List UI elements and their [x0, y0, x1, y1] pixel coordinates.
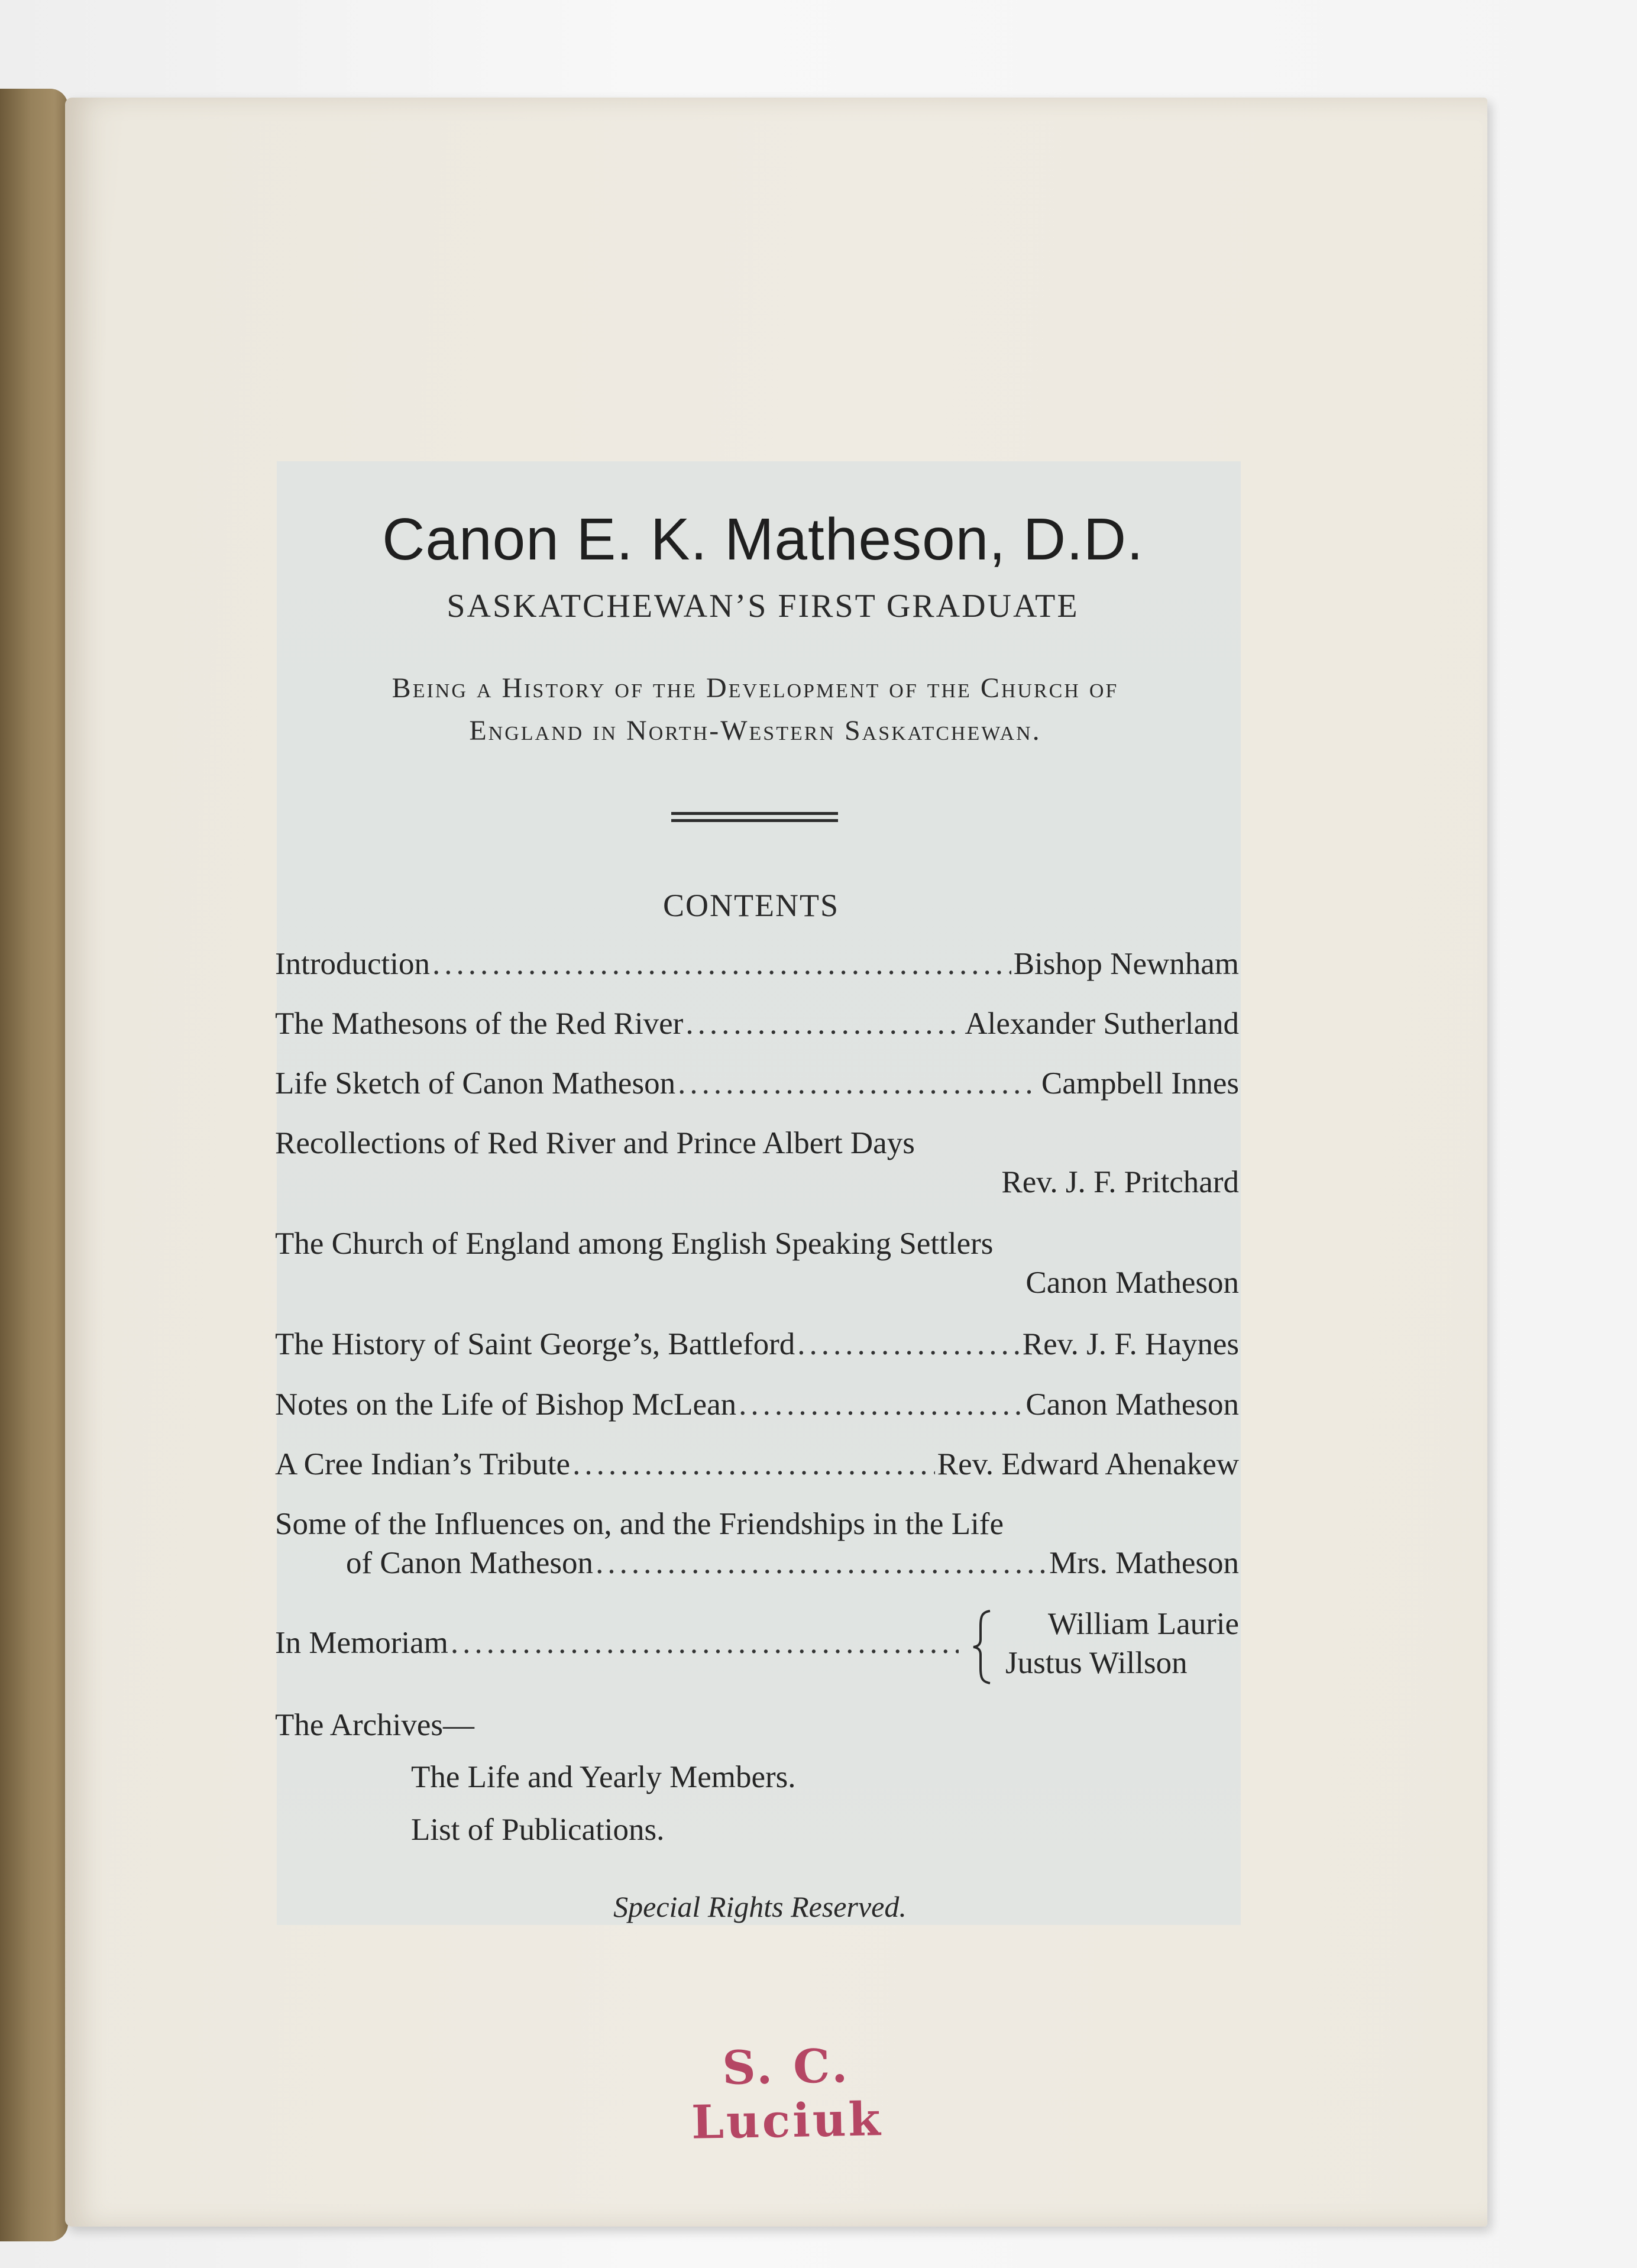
contents-entry-introduction	[275, 944, 1239, 983]
dot-leader	[678, 1064, 1039, 1103]
entry-author: Bishop Newnham	[1013, 947, 1239, 981]
dot-leader	[596, 1544, 1047, 1583]
tagline-line-1: Being a History of the Development of the Church of	[392, 672, 1119, 704]
archives-heading: The Archives—	[275, 1708, 475, 1742]
contents-entry-in-memoriam	[275, 1623, 961, 1662]
entry-title: The Church of England among English Speaking Settlers	[275, 1227, 994, 1261]
contents-entry-bishop-mclean	[275, 1385, 1239, 1424]
rights-notice: Special Rights Reserved.	[613, 1890, 907, 1923]
contents-entry-influences	[275, 1505, 1239, 1583]
dot-leader	[451, 1623, 959, 1662]
entry-author: Canon Matheson	[1025, 1387, 1239, 1422]
contents-heading: CONTENTS	[663, 888, 839, 923]
contents-entry-cree-tribute	[275, 1445, 1239, 1484]
contents-entry-saint-georges	[275, 1325, 1239, 1364]
entry-author: Rev. J. F. Haynes	[1022, 1327, 1239, 1361]
archives-item: List of Publications.	[411, 1813, 665, 1847]
tagline-line-2: England in North-Western Saskatchewan.	[469, 715, 1041, 746]
entry-title-continued: of Canon Matheson	[346, 1546, 594, 1580]
entry-title: Introduction	[275, 947, 430, 981]
entry-author: Rev. J. F. Pritchard	[1001, 1165, 1239, 1199]
entry-author: Alexander Sutherland	[965, 1007, 1239, 1041]
entry-author: Campbell Innes	[1041, 1066, 1239, 1101]
entry-author: Mrs. Matheson	[1049, 1546, 1239, 1580]
document-tagline	[267, 667, 1243, 752]
entry-author: Canon Matheson	[1025, 1266, 1239, 1300]
contents-entry-church-of-england	[275, 1224, 1239, 1302]
double-rule-divider	[671, 812, 838, 822]
contents-entry-life-sketch	[275, 1064, 1239, 1103]
dot-leader	[739, 1385, 1023, 1424]
dot-leader	[797, 1325, 1020, 1364]
archives-item: The Life and Yearly Members.	[411, 1760, 796, 1794]
dot-leader	[685, 1004, 962, 1043]
entry-title: The Mathesons of the Red River	[275, 1007, 684, 1041]
memoriam-authors	[970, 1604, 1239, 1683]
entry-title: Recollections of Red River and Prince Albert Days	[275, 1126, 915, 1160]
dot-leader	[432, 944, 1011, 983]
entry-title: The History of Saint George’s, Battleford	[275, 1327, 795, 1361]
entry-title: Some of the Influences on, and the Friendships in the Life	[275, 1507, 1004, 1541]
document-title: Canon E. K. Matheson, D.D.	[382, 506, 1144, 572]
entry-author: Rev. Edward Ahenakew	[937, 1447, 1239, 1481]
entry-author: William Laurie	[1047, 1607, 1239, 1641]
entry-author-2: Justus Willson	[1005, 1646, 1188, 1680]
contents-entry-recollections	[275, 1124, 1239, 1202]
entry-title: In Memoriam	[275, 1626, 448, 1660]
entry-title: Life Sketch of Canon Matheson	[275, 1066, 676, 1101]
dot-leader	[572, 1445, 935, 1484]
owner-stamp: S. C. Luciuk	[691, 2039, 884, 2150]
entry-title: Notes on the Life of Bishop McLean	[275, 1387, 737, 1422]
document-subtitle: SASKATCHEWAN’S FIRST GRADUATE	[447, 588, 1079, 625]
entry-title: A Cree Indian’s Tribute	[275, 1447, 571, 1481]
contents-entry-mathesons	[275, 1004, 1239, 1043]
